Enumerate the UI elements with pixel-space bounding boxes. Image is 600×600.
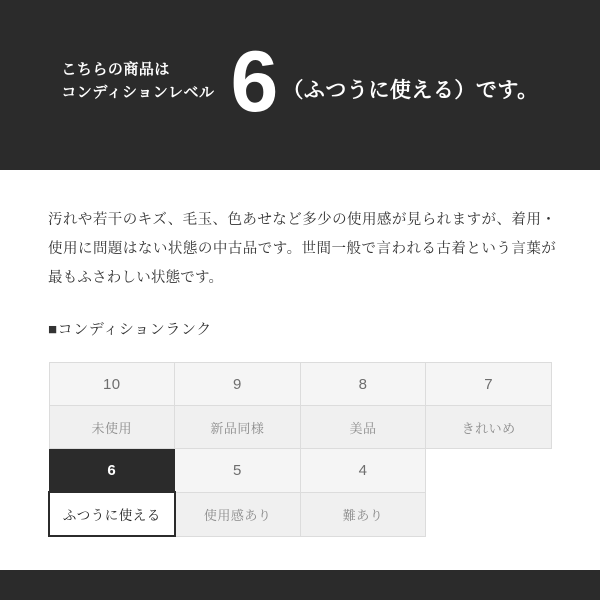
table-row bbox=[49, 406, 552, 449]
rank-number-cell: 7 bbox=[426, 363, 552, 406]
rank-number-cell: 4 bbox=[300, 449, 426, 493]
rank-label-cell: 使用感あり bbox=[175, 492, 301, 536]
header-content bbox=[61, 34, 539, 131]
level-number: 6 bbox=[230, 34, 277, 131]
rank-label-cell: 未使用 bbox=[49, 406, 175, 449]
body-panel bbox=[0, 170, 600, 570]
condition-rank-table bbox=[48, 362, 552, 537]
table-row bbox=[49, 449, 552, 493]
table-row bbox=[49, 492, 552, 536]
header-lead-text bbox=[61, 58, 214, 105]
header-lead-line2: コンディションレベル bbox=[61, 83, 215, 101]
rank-number-cell: 8 bbox=[300, 363, 426, 406]
level-label: （ふつうに使える） bbox=[282, 78, 476, 102]
rank-empty-cell bbox=[426, 492, 552, 536]
rank-heading: ■コンディションランク bbox=[48, 321, 212, 338]
table-row bbox=[49, 363, 552, 406]
rank-empty-cell bbox=[426, 449, 552, 493]
rank-number-cell: 9 bbox=[175, 363, 301, 406]
header-band bbox=[0, 0, 600, 170]
footer-band bbox=[0, 570, 600, 600]
rank-label-cell: きれいめ bbox=[426, 406, 552, 449]
rank-label-cell: 新品同様 bbox=[175, 406, 301, 449]
header-suffix: です。 bbox=[475, 78, 539, 102]
header-lead-line1: こちらの商品は bbox=[61, 60, 170, 78]
rank-number-cell: 10 bbox=[49, 363, 175, 406]
rank-label-cell: 美品 bbox=[300, 406, 426, 449]
rank-label-cell-active: ふつうに使える bbox=[49, 492, 175, 536]
rank-label-cell: 難あり bbox=[300, 492, 426, 536]
rank-number-cell: 5 bbox=[175, 449, 301, 493]
condition-description: 汚れや若干のキズ、毛玉、色あせなど多少の使用感が見られますが、着用・使用に問題はない状態の中古品です。世間一般で言われる古着という言葉が最もふさわしい状態です。 bbox=[48, 212, 556, 286]
rank-number-cell-active: 6 bbox=[49, 449, 175, 493]
